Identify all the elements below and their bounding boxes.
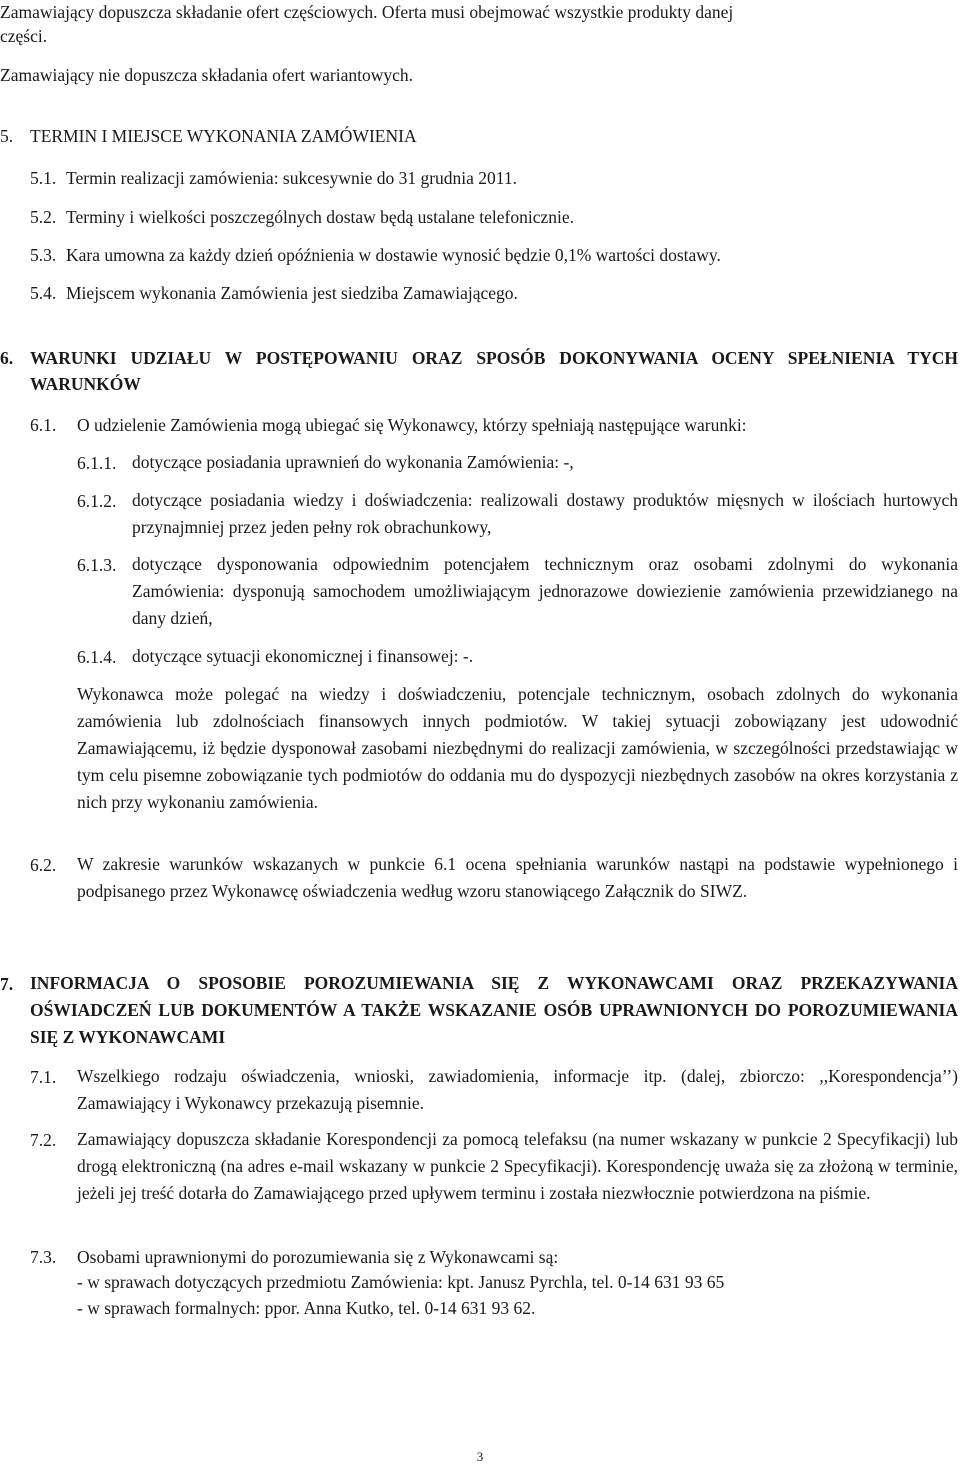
item-7-3-line-3: - w sprawach formalnych: ppor. Anna Kutko, tel. 0-14 631 93 62. [77,1298,536,1318]
section5-heading: TERMIN I MIEJSCE WYKONANIA ZAMÓWIENIA [30,126,417,146]
section5-heading-num: 5. [0,126,14,146]
item-6-1-num: 6.1. [30,415,57,435]
section7-heading: INFORMACJA O SPOSOBIE POROZUMIEWANIA SIĘ Z WYKONAWCAMI ORAZ PRZEKAZYWANIA OŚWIADCZEŃ LUB DOKUMENTÓW A TAKŻE WSKAZANIE OSÓB UPRAWNIONYCH DO POROZUMIEWANIA SIĘ Z WYKONAWCAMI [30,973,958,1047]
item-6-1-text: O udzielenie Zamówienia mogą ubiegać się Wykonawcy, którzy spełniają następujące warunki: [77,415,747,435]
item-7-1-text: Wszelkiego rodzaju oświadczenia, wnioski, zawiadomienia, informacje itp. (dalej, zbiorczo: ,,Korespondencja’’) Zamawiający i Wykonawcy przekazują pisemnie. [77,1066,958,1113]
item-5-2-text: Terminy i wielkości poszczególnych dostaw będą ustalane telefonicznie. [66,207,575,227]
page-number: 3 [476,1449,484,1464]
item-5-1-text: Termin realizacji zamówienia: sukcesywnie do 31 grudnia 2011. [66,168,518,188]
item-7-2-text: Zamawiający dopuszcza składanie Korespondencji za pomocą telefaksu (na numer wskazany w punkcie 2 Specyfikacji) lub drogą elektroniczną (na adres e-mail wskazany w punkcie 2 Specyfikacji). Korespondencję uważa się za złożoną w terminie, jeżeli jej treść dotarła do Zamawiającego przed upływem terminu i została niezwłocznie potwierdzona na piśmie. [77,1129,958,1203]
item-5-4-num: 5.4. [30,283,57,303]
intro-line-2: Zamawiający nie dopuszcza składania ofert wariantowych. [0,65,414,85]
section7-heading-num: 7. [0,974,14,994]
item-6-1-3-num: 6.1.3. [77,555,117,575]
intro-line-1a: Zamawiający dopuszcza składanie ofert częściowych. Oferta musi obejmować wszystkie produkty danej [0,2,734,22]
item-7-3-line-2: - w sprawach dotyczących przedmiotu Zamówienia: kpt. Janusz Pyrchla, tel. 0-14 631 93 65 [77,1272,725,1292]
section6-paragraph: Wykonawca może polegać na wiedzy i doświadczeniu, potencjale technicznym, osobach zdolnych do wykonania zamówienia lub zdolnościach finansowych innych podmiotów. W takiej sytuacji zobowiązany jest udowodnić Zamawiającemu, iż będzie dysponował zasobami niezbędnymi do realizacji zamówienia, w szczególności przedstawiając w tym celu pisemne zobowiązanie tych podmiotów do oddania mu do dyspozycji niezbędnych zasobów na okres korzystania z nich przy wykonaniu zamówienia. [77,684,958,812]
item-6-1-2-num: 6.1.2. [77,491,117,511]
item-5-3-text: Kara umowna za każdy dzień opóźnienia w dostawie wynosić będzie 0,1% wartości dostawy. [66,245,721,265]
item-5-3-num: 5.3. [30,245,57,265]
item-6-1-2-text: dotyczące posiadania wiedzy i doświadczenia: realizowali dostawy produktów mięsnych w ilościach hurtowych przynajmniej przez jeden pełny rok obrachunkowy, [132,490,958,537]
item-6-1-3-text: dotyczące dysponowania odpowiednim potencjałem technicznym oraz osobami zdolnymi do wykonania Zamówienia: dysponują samochodem umożliwiającym jednorazowe dowiezienie zamówienia przewidzianego na dany dzień, [132,554,958,628]
item-7-3-line-1: Osobami uprawnionymi do porozumiewania się z Wykonawcami są: [77,1247,559,1267]
item-6-1-4-text: dotyczące sytuacji ekonomicznej i finansowej: -. [132,646,474,666]
item-7-1-num: 7.1. [30,1067,57,1087]
intro-line-1b: części. [0,26,48,46]
item-6-1-1-text: dotyczące posiadania uprawnień do wykonania Zamówienia: -, [132,452,574,472]
item-7-2-num: 7.2. [30,1130,57,1150]
item-5-4-text: Miejscem wykonania Zamówienia jest siedziba Zamawiającego. [66,283,518,303]
item-6-1-1-num: 6.1.1. [77,453,117,473]
item-5-1-num: 5.1. [30,168,57,188]
section6-heading-num: 6. [0,348,14,368]
item-5-2-num: 5.2. [30,207,57,227]
section6-heading: WARUNKI UDZIAŁU W POSTĘPOWANIU ORAZ SPOSÓB DOKONYWANIA OCENY SPEŁNIENIA TYCH WARUNKÓW [30,348,958,394]
item-6-2-text: W zakresie warunków wskazanych w punkcie 6.1 ocena spełniania warunków nastąpi na podstawie wypełnionego i podpisanego przez Wykonawcę oświadczenia według wzoru stanowiącego Załącznik do SIWZ. [77,854,958,901]
item-6-2-num: 6.2. [30,855,57,875]
item-6-1-4-num: 6.1.4. [77,647,117,667]
item-7-3-num: 7.3. [30,1247,57,1267]
